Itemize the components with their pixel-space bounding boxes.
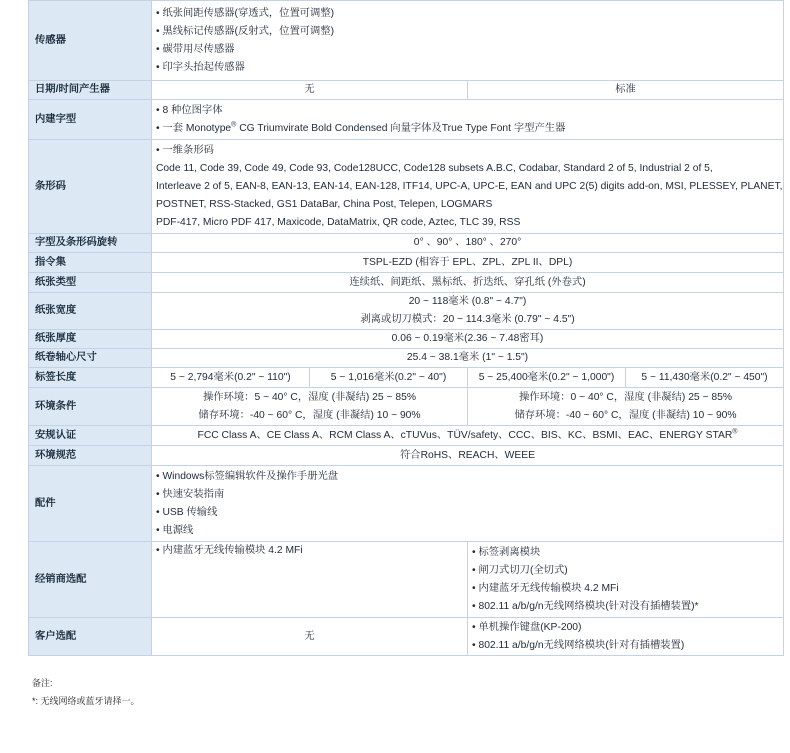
- list-item: • 802.11 a/b/g/n无线网络模块(针对有插槽装置): [472, 637, 779, 655]
- value-rotation: 0° 、90° 、180° 、270°: [152, 234, 784, 253]
- list-item: • 印字头抬起传感器: [156, 59, 779, 77]
- registered-mark: ®: [732, 428, 738, 436]
- value-compliance: 符合RoHS、REACH、WEEE: [152, 446, 784, 466]
- row-rtc: [29, 81, 784, 100]
- barcode-line: Code 11, Code 39, Code 49, Code 93, Code128UCC, Code128 subsets A.B.C, Codabar, Standard 2 of 5, Industrial 2 of 5,: [156, 162, 713, 174]
- row-fonts: [29, 100, 784, 140]
- value-sensors: [152, 1, 784, 81]
- value-accessories: [152, 466, 784, 542]
- label-environment: 环境条件: [29, 388, 152, 426]
- barcode-line: PDF-417, Micro PDF 417, Maxicode, DataMatrix, QR code, Aztec, TLC 39, RSS: [156, 216, 521, 228]
- label-core-diameter: 纸卷轴心尺寸: [29, 349, 152, 368]
- label-certifications: 安规认证: [29, 426, 152, 446]
- list-item: • 黑线标记传感器(反射式，位置可调整): [156, 23, 779, 41]
- value-user-options-left: 无: [152, 618, 468, 656]
- list-item: • 碳带用尽传感器: [156, 41, 779, 59]
- list-item: • 内建蓝牙无线传输模块 4.2 MFi: [472, 580, 779, 598]
- font-item-prefix: 一套 Monotype: [162, 122, 232, 134]
- environment-line: 操作环境：5 ~ 40° C，湿度 (非凝结) 25 ~ 85%: [203, 391, 416, 403]
- value-environment-left: [152, 388, 468, 426]
- certifications-text: FCC Class A、CE Class A、RCM Class A、cTUVus、TÜV/safety、CCC、BIS、KC、BSMI、EAC、ENERGY STAR: [197, 429, 733, 441]
- value-label-length: 5 ~ 25,400毫米(0.2" ~ 1,000"): [468, 368, 626, 388]
- value-environment-right: [468, 388, 784, 426]
- label-accessories: 配件: [29, 466, 152, 542]
- label-compliance: 环境规范: [29, 446, 152, 466]
- list-item: • 电源线: [156, 522, 779, 540]
- media-width-line: 剥离或切刀模式：20 ~ 114.3毫米 (0.79" ~ 4.5"): [360, 314, 575, 325]
- list-item: • 单机操作键盘(KP-200): [472, 619, 779, 637]
- value-fonts: [152, 100, 784, 140]
- label-media-type: 纸张类型: [29, 273, 152, 293]
- value-certifications: [152, 426, 784, 446]
- row-dealer-options: [29, 542, 784, 618]
- value-label-length: 5 ~ 2,794毫米(0.2" ~ 110"): [152, 368, 310, 388]
- list-item: • USB 传输线: [156, 504, 779, 522]
- row-barcode: [29, 140, 784, 234]
- value-user-options-right: [468, 618, 784, 656]
- value-dealer-options-right: [468, 542, 784, 618]
- value-label-length: 5 ~ 1,016毫米(0.2" ~ 40"): [310, 368, 468, 388]
- label-user-options: 客户选配: [29, 618, 152, 656]
- row-media-type: [29, 273, 784, 293]
- list-item: • Windows标签编辑软件及操作手册光盘: [156, 468, 779, 486]
- spec-table: [28, 0, 784, 656]
- notes-title: 备注:: [32, 678, 53, 688]
- label-fonts: 内建字型: [29, 100, 152, 140]
- row-rotation: [29, 234, 784, 253]
- value-barcode: [152, 140, 784, 234]
- value-label-length: 5 ~ 11,430毫米(0.2" ~ 450"): [626, 368, 784, 388]
- list-item: • 内建蓝牙无线传输模块 4.2 MFi: [156, 542, 463, 560]
- list-item: • 8 种位图字体: [156, 102, 779, 120]
- row-label-length: [29, 368, 784, 388]
- environment-line: 操作环境：0 ~ 40° C，湿度 (非凝结) 25 ~ 85%: [519, 391, 732, 403]
- row-environment: [29, 388, 784, 426]
- environment-line: 储存环境：-40 ~ 60° C，湿度 (非凝结) 10 ~ 90%: [198, 409, 421, 421]
- value-media-width: [152, 293, 784, 330]
- list-item: • 标签剥离模块: [472, 544, 779, 562]
- value-command-set: TSPL-EZD (相容于 EPL、ZPL、ZPL II、DPL): [152, 253, 784, 273]
- row-user-options: [29, 618, 784, 656]
- value-dealer-options-left: [152, 542, 468, 618]
- value-rtc-right: 标准: [468, 81, 784, 100]
- notes-footnote: *: 无线网络或蓝牙请择一。: [32, 696, 140, 706]
- notes: [32, 674, 140, 710]
- label-sensors: 传感器: [29, 1, 152, 81]
- value-media-type: 连续纸、间距纸、黑标纸、折迭纸、穿孔纸 (外卷式): [152, 273, 784, 293]
- environment-line: 储存环境：-40 ~ 60° C，湿度 (非凝结) 10 ~ 90%: [514, 409, 737, 421]
- font-item-suffix: CG Triumvirate Bold Condensed 向量字体及True Type Font 字型产生器: [236, 122, 566, 134]
- media-width-line: 20 ~ 118毫米 (0.8" ~ 4.7"): [408, 296, 527, 307]
- list-item: [156, 120, 779, 138]
- row-core-diameter: [29, 349, 784, 368]
- value-media-thickness: 0.06 ~ 0.19毫米(2.36 ~ 7.48密耳): [152, 330, 784, 349]
- row-media-width: [29, 293, 784, 330]
- list-item: • 纸张间距传感器(穿透式，位置可调整): [156, 5, 779, 23]
- row-media-thickness: [29, 330, 784, 349]
- list-item: • 快速安装指南: [156, 486, 779, 504]
- row-command-set: [29, 253, 784, 273]
- label-label-length: 标签长度: [29, 368, 152, 388]
- label-media-thickness: 纸张厚度: [29, 330, 152, 349]
- list-item: • 一维条形码: [156, 142, 779, 160]
- list-item: • 闸刀式切刀(全切式): [472, 562, 779, 580]
- label-command-set: 指令集: [29, 253, 152, 273]
- label-media-width: 纸张宽度: [29, 293, 152, 330]
- value-core-diameter: 25.4 ~ 38.1毫米 (1" ~ 1.5"): [152, 349, 784, 368]
- row-certifications: [29, 426, 784, 446]
- row-sensors: [29, 1, 784, 81]
- row-compliance: [29, 446, 784, 466]
- value-rtc-left: 无: [152, 81, 468, 100]
- label-rtc: 日期/时间产生器: [29, 81, 152, 100]
- label-barcode: 条形码: [29, 140, 152, 234]
- row-accessories: [29, 466, 784, 542]
- label-rotation: 字型及条形码旋转: [29, 234, 152, 253]
- barcode-line: Interleave 2 of 5, EAN-8, EAN-13, EAN-14, EAN-128, ITF14, UPC-A, UPC-E, EAN and UPC 2(5) digits add-on, MSI, PLESSEY, PLANET,: [156, 180, 783, 192]
- registered-mark: ®: [231, 121, 237, 129]
- label-dealer-options: 经销商选配: [29, 542, 152, 618]
- list-item: • 802.11 a/b/g/n无线网络模块(针对没有插槽装置)*: [472, 598, 779, 616]
- barcode-line: POSTNET, RSS-Stacked, GS1 DataBar, China Post, Telepen, LOGMARS: [156, 198, 493, 210]
